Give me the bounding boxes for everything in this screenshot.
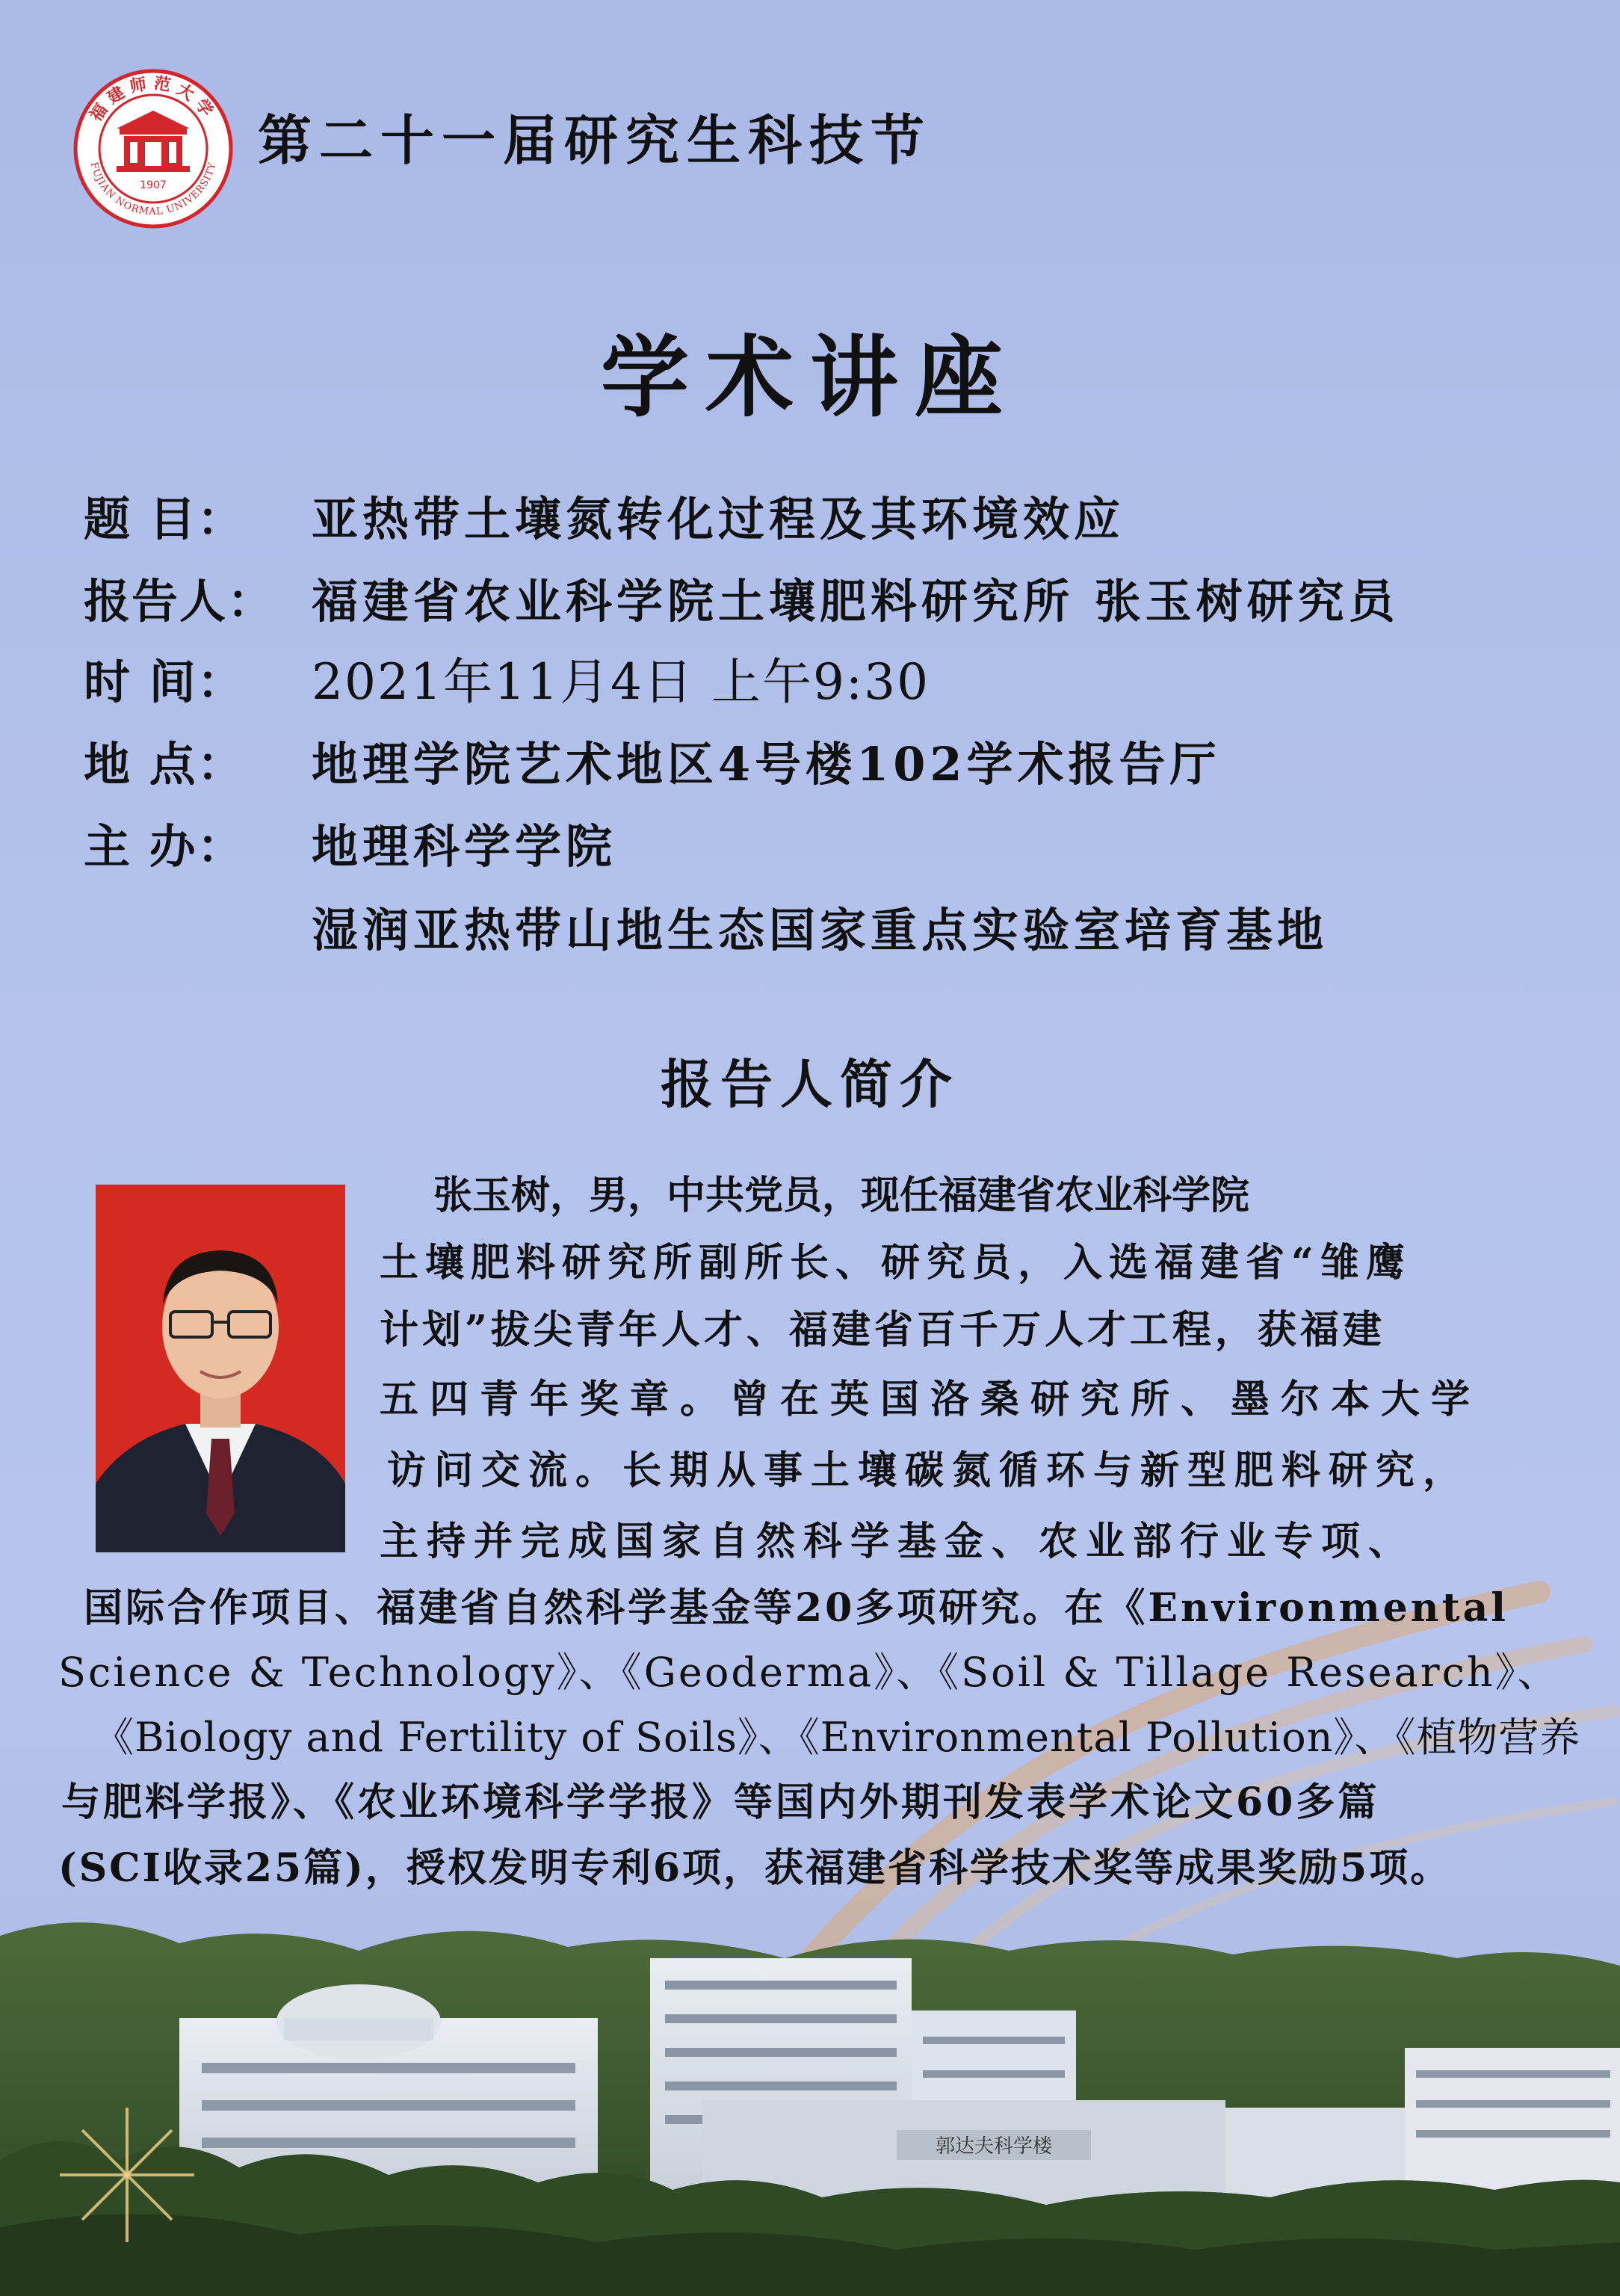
bio-line-11: (SCI收录25篇)，授权发明专利6项，获福建省科学技术奖等成果奖励5项。 [58, 1845, 1452, 1891]
place-label: 地 点： [84, 737, 245, 791]
speaker-portrait [96, 1185, 345, 1552]
time-row [84, 652, 930, 712]
svg-text:FUJIAN NORMAL UNIVERSITY: FUJIAN NORMAL UNIVERSITY [87, 161, 219, 218]
svg-text:福建师范大学: 福建师范大学 [86, 72, 220, 126]
place-row [84, 735, 1221, 794]
speaker-row [84, 572, 1400, 632]
speaker-value: 福建省农业科学院土壤肥料研究所 张玉树研究员 [312, 574, 1400, 629]
time-value: 2021年11月4日 上午9:30 [312, 653, 930, 711]
speaker-label: 报告人： [84, 574, 276, 629]
topic-row [84, 490, 1125, 549]
place-value: 地理学院艺术地区4号楼102学术报告厅 [312, 737, 1221, 791]
festival-title: 第二十一届研究生科技节 [258, 108, 933, 172]
time-label: 时 间： [84, 655, 245, 709]
bio-line-1: 张玉树，男，中共党员，现任福建省农业科学院 [433, 1173, 1250, 1218]
host-row [84, 817, 617, 877]
host-value-1: 地理科学学院 [312, 819, 617, 874]
building-sign: 郭达夫科学楼 [935, 2135, 1053, 2158]
topic-label: 题 目： [84, 492, 245, 546]
bio-line-3: 计划”拔尖青年人才、福建省百千万人才工程，获福建 [380, 1307, 1385, 1353]
bio-heading: 报告人简介 [661, 1053, 959, 1115]
bio-line-10: 与肥料学报》、《农业环境科学学报》等国内外期刊发表学术论文60多篇 [61, 1780, 1380, 1825]
bio-line-9: 《Biology and Fertility of Soils》、《Environmental Pollution》、《植物营养 [93, 1714, 1581, 1761]
topic-value: 亚热带土壤氮转化过程及其环境效应 [312, 492, 1125, 546]
bio-line-8: Science & Technology》、《Geoderma》、《Soil & Tillage Research》、 [58, 1649, 1560, 1696]
svg-text:1907: 1907 [140, 179, 167, 191]
host-label: 主 办： [84, 819, 245, 874]
bio-line-4: 五四青年奖章。曾在英国洛桑研究所、墨尔本大学 [380, 1377, 1482, 1422]
bio-line-2: 土壤肥料研究所副所长、研究员，入选福建省“雏鹰 [380, 1240, 1412, 1286]
university-logo [73, 69, 233, 229]
bio-line-7: 国际合作项目、福建省自然科学基金等20多项研究。在《Environmental [84, 1585, 1509, 1631]
page-title: 学术讲座 [600, 325, 1019, 429]
host-value-2: 湿润亚热带山地生态国家重点实验室培育基地 [312, 903, 1329, 957]
bio-line-5: 访问交流。长期从事土壤碳氮循环与新型肥料研究， [387, 1448, 1471, 1493]
campus-building-scene [0, 1913, 1620, 2296]
bio-line-6: 主持并完成国家自然科学基金、农业部行业专项、 [380, 1519, 1416, 1564]
